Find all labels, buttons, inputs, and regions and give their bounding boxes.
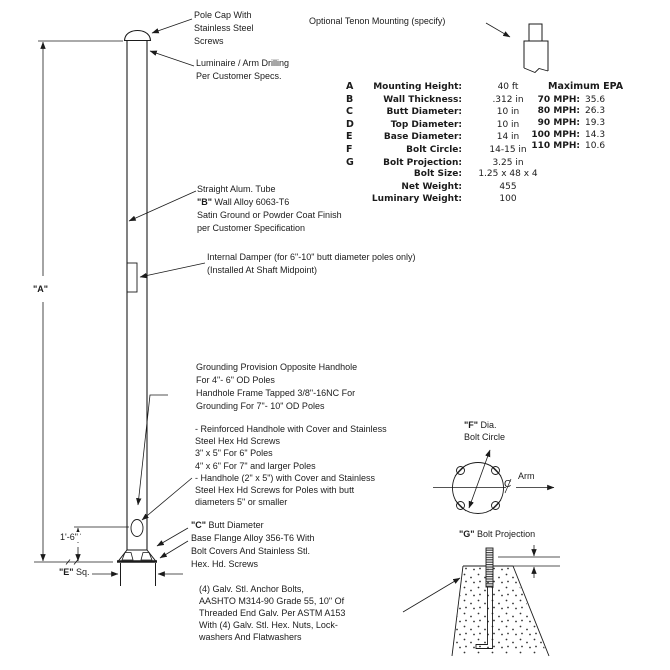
- spec-row-bolt-size: Bolt Size: 1.25 x 48 x 4: [413, 169, 538, 180]
- centerline-symbol: C: [504, 479, 512, 490]
- base-flange: [117, 550, 157, 586]
- leader-base-flange: [160, 541, 188, 558]
- spec-row-mounting-height: A Mounting Height: 40 ft: [346, 81, 519, 92]
- tenon-note: Optional Tenon Mounting (specify): [309, 16, 446, 26]
- spec-row-bolt-projection: G Bolt Projection: 3.25 in: [346, 156, 524, 168]
- bolt-projection-figure: [452, 545, 560, 656]
- handhole-note: - Reinforced Handhole with Cover and Stainless Steel Hex Hd Screws 3" x 5" For 6" Poles 4" x 6" For 7" and larger Poles - Handhole (2" x 5") with Cover and Stainless Steel Hex Hd Screws for Poles with butt diameters 5" or smaller: [195, 424, 387, 508]
- leader-butt-diameter: [157, 528, 188, 546]
- pole-cap: [125, 31, 151, 41]
- dim-g-label: "G" Bolt Projection: [459, 529, 536, 539]
- leader-tube: [129, 191, 196, 221]
- epa-table-title: Maximum EPA: [548, 81, 624, 92]
- dim-1-6: [74, 527, 129, 561]
- spec-table: [346, 81, 554, 207]
- damper-note: Internal Damper (for 6"-10" butt diameter poles only) (Installed At Shaft Midpoint): [207, 252, 416, 275]
- pole-cap-note: Pole Cap With Stainless Steel Screws: [194, 10, 254, 46]
- bolt-circle-figure: [433, 450, 554, 514]
- leader-handhole: [142, 478, 192, 520]
- leader-grounding: [138, 395, 168, 505]
- dim-a: [34, 41, 123, 565]
- spec-row-luminary-weight: Luminary Weight: 100: [371, 194, 517, 205]
- anchor-bolts-note: (4) Galv. Stl. Anchor Bolts, AASHTO M314-90 Grade 55, 10" Of Threaded End Galv. Per ASTM A153 With (4) Galv. Stl. Hex. Nuts, Lock- washers And Flatwashers: [199, 584, 346, 643]
- concrete-stipple: [453, 567, 547, 654]
- epa-row-70: 70 MPH: 35.6: [537, 94, 606, 105]
- leader-tenon: [486, 23, 510, 37]
- epa-row-100: 100 MPH: 14.3: [531, 129, 606, 140]
- dim-f-label: "F" Dia. Bolt Circle: [464, 420, 506, 442]
- spec-row-base-diameter: E Base Diameter: 14 in: [346, 131, 520, 143]
- internal-damper: [127, 263, 137, 292]
- luminaire-note: Luminaire / Arm Drilling Per Customer Specs.: [196, 58, 290, 81]
- tenon-figure: [524, 24, 548, 73]
- dim-1-6-label: 1'-6": [60, 532, 78, 542]
- epa-row-90: 90 MPH: 19.3: [537, 117, 606, 128]
- dim-e-sq-label: "E" Sq.: [59, 567, 90, 577]
- spec-row-butt-diameter: C Butt Diameter: 10 in: [346, 106, 520, 118]
- leader-damper: [140, 263, 205, 277]
- leader-luminaire: [150, 51, 194, 66]
- leader-pole-cap: [152, 19, 192, 33]
- dim-a-label: "A": [33, 284, 49, 294]
- pole-shaft: [125, 31, 151, 551]
- grounding-note: Grounding Provision Opposite Handhole For 4"- 6" OD Poles Handhole Frame Tapped 3/8"-16NC For Grounding For 7"- 10" OD Poles: [196, 362, 358, 411]
- spec-row-wall-thickness: B Wall Thickness: .312 in: [346, 93, 524, 105]
- epa-row-80: 80 MPH: 26.3: [537, 106, 606, 117]
- arm-label: Arm: [518, 471, 535, 481]
- dim-f-diameter: [469, 450, 490, 508]
- tube-note: Straight Alum. Tube "B" Wall Alloy 6063-T6 Satin Ground or Powder Coat Finish per Customer Specification: [197, 184, 342, 233]
- handhole: [131, 520, 143, 537]
- spec-row-bolt-circle: F Bolt Circle: 14-15 in: [346, 143, 527, 155]
- base-flange-note: "C" Butt Diameter Base Flange Alloy 356-T6 With Bolt Covers And Stainless Stl. Hex. Hd. Screws: [191, 520, 315, 569]
- leader-anchor-bolts: [403, 578, 460, 612]
- epa-table: [524, 81, 623, 153]
- spec-row-top-diameter: D Top Diameter: 10 in: [346, 118, 520, 130]
- epa-row-110: 110 MPH: 10.6: [531, 141, 606, 152]
- anchor-bolt-threads: [486, 548, 493, 587]
- spec-row-net-weight: Net Weight: 455: [401, 181, 517, 192]
